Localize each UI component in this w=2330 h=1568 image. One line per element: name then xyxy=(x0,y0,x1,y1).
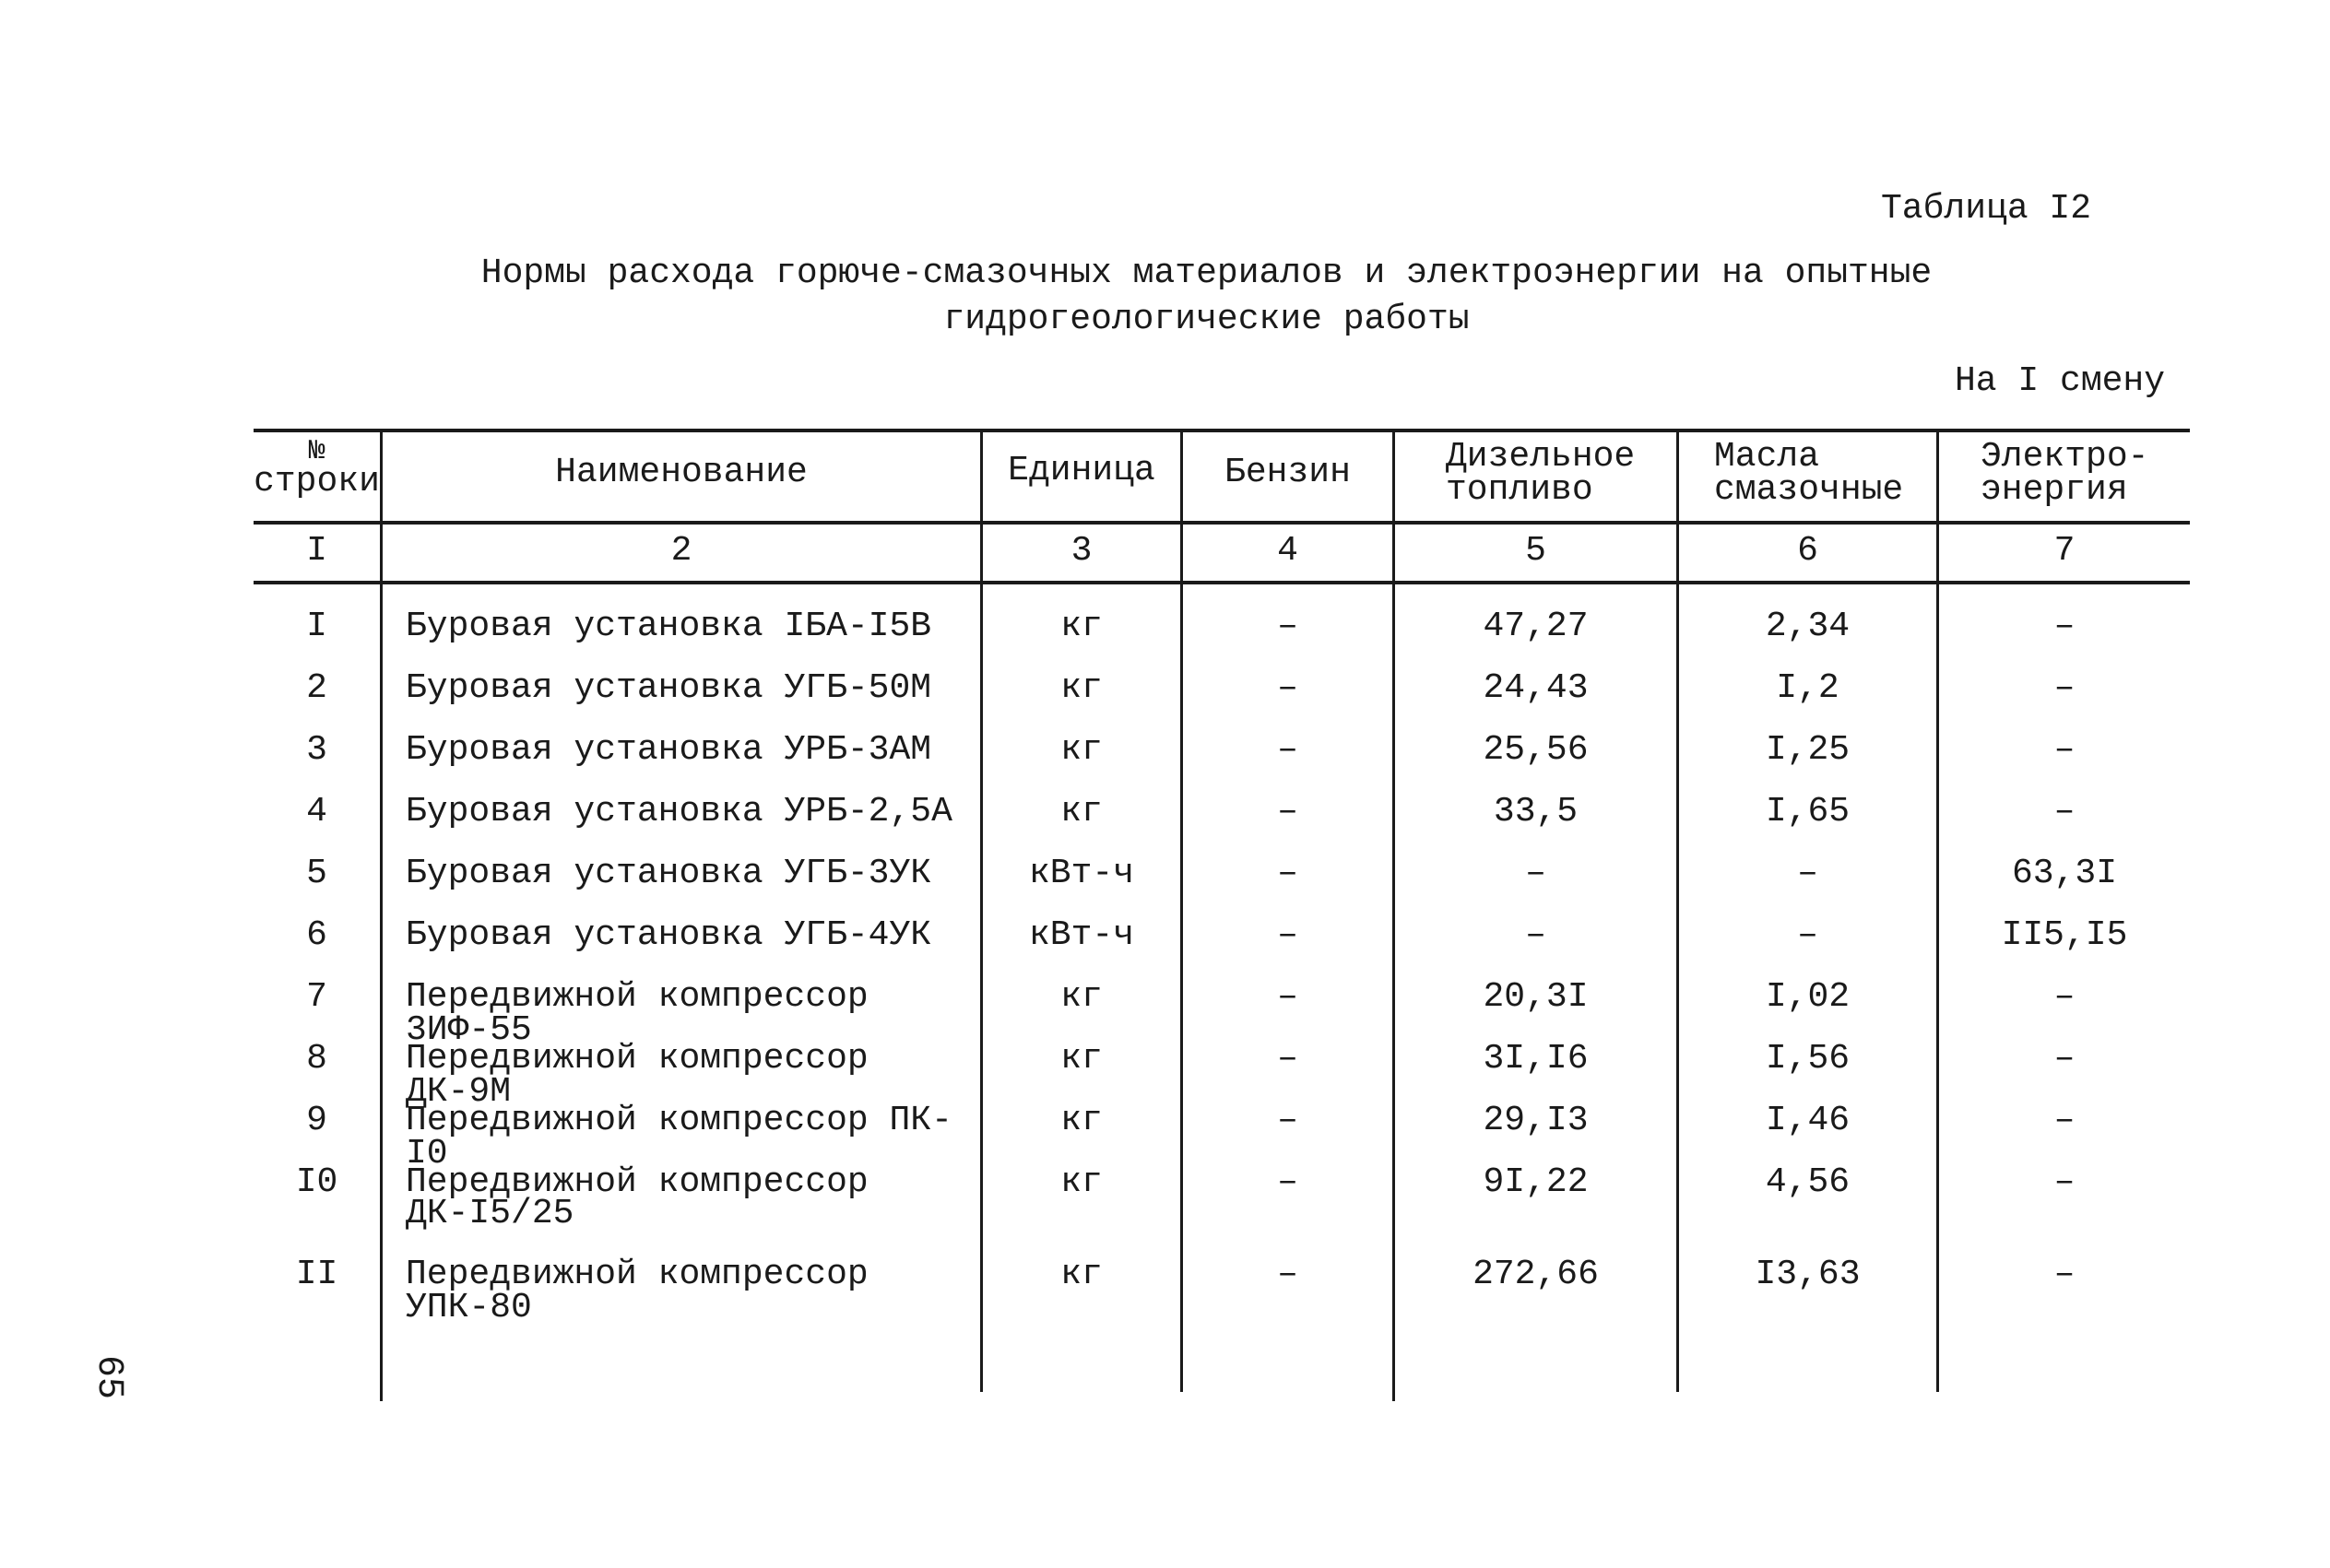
page-number: 65 xyxy=(88,1355,129,1400)
row-number: 9 xyxy=(306,1101,327,1140)
row-diesel: 33,5 xyxy=(1493,792,1579,831)
row-unit: кг xyxy=(1060,977,1103,1017)
row-oil: I,25 xyxy=(1765,730,1851,770)
row-oil: 4,56 xyxy=(1765,1162,1851,1202)
column-number: I xyxy=(306,531,327,571)
row-petrol: – xyxy=(1277,730,1298,770)
row-name: Передвижной компрессор ДК-9М xyxy=(406,1039,869,1112)
row-power: – xyxy=(2053,1162,2076,1202)
column-numbers-rule xyxy=(254,581,2190,584)
row-oil: I,46 xyxy=(1765,1101,1851,1140)
row-name: Передвижной компрессор УПК-80 xyxy=(406,1255,869,1327)
row-petrol: – xyxy=(1277,977,1298,1017)
row-diesel: 3I,I6 xyxy=(1483,1039,1589,1079)
column-number: 2 xyxy=(670,531,692,571)
row-oil: I,65 xyxy=(1765,792,1851,831)
header-oil-line-2: смазочные xyxy=(1714,470,1904,510)
row-diesel: – xyxy=(1525,854,1546,893)
row-oil: I3,63 xyxy=(1755,1255,1861,1294)
table-title-line-1: Нормы расхода горюче-смазочных материалов и электроэнергии на опытные xyxy=(480,253,1933,293)
header-row-no-line-2: строки xyxy=(254,462,380,501)
column-number: 4 xyxy=(1277,531,1298,571)
row-unit: кг xyxy=(1060,1101,1103,1140)
table-title-line-2: гидрогеологические работы xyxy=(943,300,1470,339)
row-diesel: 272,66 xyxy=(1473,1255,1599,1294)
header-diesel-line-2: топливо xyxy=(1446,470,1593,510)
row-unit: кг xyxy=(1060,668,1103,708)
row-petrol: – xyxy=(1277,1255,1298,1294)
column-number: 7 xyxy=(2053,531,2076,571)
header-row-no-line-1: № xyxy=(308,436,325,467)
row-name: Передвижной компрессор 3ИФ-55 xyxy=(406,977,869,1050)
row-power: – xyxy=(2053,1101,2076,1140)
row-name: Буровая установка УГБ-50М xyxy=(406,668,932,708)
row-power: – xyxy=(2053,730,2076,770)
column-divider xyxy=(1392,429,1395,1401)
row-number: I xyxy=(306,607,327,646)
row-power: – xyxy=(2053,607,2076,646)
column-number: 3 xyxy=(1070,531,1093,571)
table-top-rule xyxy=(254,429,2190,432)
row-name: Передвижной компрессор xyxy=(406,1162,869,1202)
row-diesel: 9I,22 xyxy=(1483,1162,1589,1202)
header-petrol: Бензин xyxy=(1224,453,1351,492)
column-divider xyxy=(980,429,983,1392)
row-unit: кг xyxy=(1060,1162,1103,1202)
row-petrol: – xyxy=(1277,792,1298,831)
row-oil: I,2 xyxy=(1776,668,1839,708)
row-oil: – xyxy=(1797,854,1818,893)
header-power xyxy=(1939,437,2190,510)
header-power-line-2: энергия xyxy=(1981,470,2128,510)
row-number: 5 xyxy=(306,854,327,893)
row-unit: кг xyxy=(1060,1255,1103,1294)
header-name: Наименование xyxy=(555,453,808,492)
row-unit: кг xyxy=(1060,607,1103,646)
header-bottom-rule xyxy=(254,521,2190,525)
header-power-line-1: Электро- xyxy=(1981,437,2149,477)
header-row-no xyxy=(254,438,380,499)
row-petrol: – xyxy=(1277,1162,1298,1202)
header-diesel-line-1: Дизельное xyxy=(1446,437,1636,477)
row-petrol: – xyxy=(1277,1039,1298,1079)
row-name: Буровая установка УГБ-3УК xyxy=(406,854,932,893)
row-diesel: 47,27 xyxy=(1483,607,1589,646)
header-diesel xyxy=(1395,437,1676,510)
row-power: – xyxy=(2053,977,2076,1017)
row-number: 8 xyxy=(306,1039,327,1079)
row-number: 4 xyxy=(306,792,327,831)
row-name: Передвижной компрессор ПК-I0 xyxy=(406,1101,952,1173)
row-power: – xyxy=(2053,1255,2076,1294)
row-power: – xyxy=(2053,668,2076,708)
header-oil-line-1: Масла xyxy=(1714,437,1820,477)
header-unit: Единица xyxy=(1008,451,1155,490)
row-petrol: – xyxy=(1277,1101,1298,1140)
row-petrol: – xyxy=(1277,915,1298,955)
row-diesel: 29,I3 xyxy=(1483,1101,1589,1140)
row-name: Буровая установка УГБ-4УК xyxy=(406,915,932,955)
column-divider xyxy=(1936,429,1939,1392)
column-divider xyxy=(380,429,383,1401)
row-diesel: 25,56 xyxy=(1483,730,1589,770)
column-number: 6 xyxy=(1797,531,1818,571)
row-number: 3 xyxy=(306,730,327,770)
row-power: – xyxy=(2053,1039,2076,1079)
row-diesel: – xyxy=(1525,915,1546,955)
shift-note: На I смену xyxy=(1955,361,2166,401)
row-unit: кг xyxy=(1060,730,1103,770)
row-petrol: – xyxy=(1277,607,1298,646)
row-oil: I,02 xyxy=(1765,977,1851,1017)
row-diesel: 20,3I xyxy=(1483,977,1589,1017)
row-number: II xyxy=(295,1255,338,1294)
table-number: Таблица I2 xyxy=(1881,189,2092,229)
row-power: – xyxy=(2053,792,2076,831)
row-name: Буровая установка УРБ-2,5А xyxy=(406,792,952,831)
row-petrol: – xyxy=(1277,854,1298,893)
row-number: I0 xyxy=(295,1162,338,1202)
row-power: 63,3I xyxy=(2011,854,2118,893)
row-oil: I,56 xyxy=(1765,1039,1851,1079)
row-name-continuation: ДК-I5/25 xyxy=(406,1194,574,1233)
row-unit: кг xyxy=(1060,1039,1103,1079)
header-oil xyxy=(1679,437,1936,510)
row-unit: кВт-ч xyxy=(1028,854,1135,893)
row-diesel: 24,43 xyxy=(1483,668,1589,708)
row-power: II5,I5 xyxy=(2001,915,2128,955)
row-unit: кг xyxy=(1060,792,1103,831)
row-unit: кВт-ч xyxy=(1028,915,1135,955)
row-name: Буровая установка IБА-I5В xyxy=(406,607,932,646)
column-divider xyxy=(1676,429,1679,1392)
row-oil: – xyxy=(1797,915,1818,955)
row-number: 6 xyxy=(306,915,327,955)
column-divider xyxy=(1180,429,1183,1392)
row-petrol: – xyxy=(1277,668,1298,708)
row-name: Буровая установка УРБ-3АМ xyxy=(406,730,932,770)
row-number: 2 xyxy=(306,668,327,708)
row-oil: 2,34 xyxy=(1765,607,1851,646)
row-number: 7 xyxy=(306,977,327,1017)
column-number: 5 xyxy=(1525,531,1546,571)
